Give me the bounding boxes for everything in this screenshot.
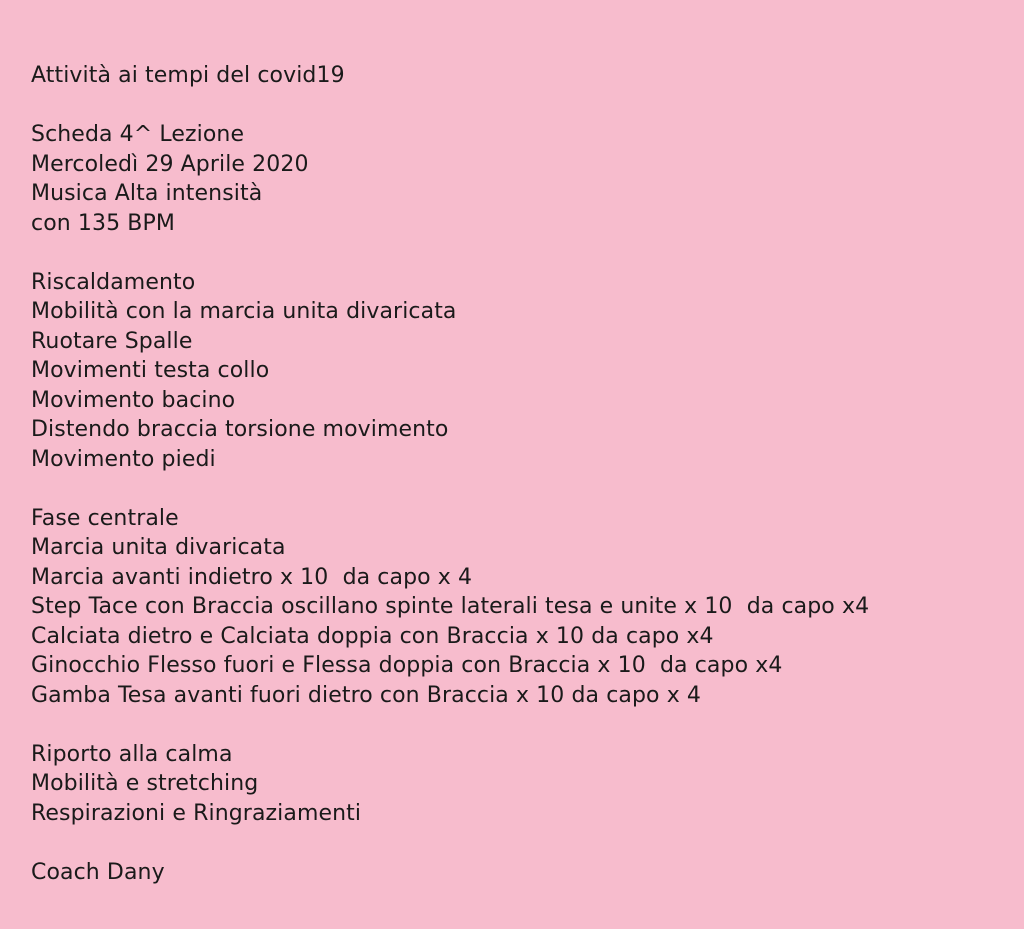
music-intensity: Musica Alta intensità bbox=[31, 181, 263, 206]
music-bpm: con 135 BPM bbox=[31, 210, 175, 236]
list-item: Movimento bacino bbox=[31, 387, 236, 413]
signature-section bbox=[31, 858, 1024, 888]
list-item: Gamba Tesa avanti fuori dietro con Braccia x 10 da capo x 4 bbox=[31, 682, 702, 708]
cooldown-section bbox=[31, 740, 1024, 829]
list-item: Marcia unita divaricata bbox=[31, 535, 286, 560]
warmup-section bbox=[31, 268, 1024, 475]
list-item: Respirazioni e Ringraziamenti bbox=[31, 800, 362, 826]
lesson-date: Mercoledì 29 Aprile 2020 bbox=[31, 151, 309, 177]
signature: Coach Dany bbox=[31, 859, 165, 885]
list-item: Movimento piedi bbox=[31, 446, 216, 472]
central-section bbox=[31, 504, 1024, 711]
list-item: Mobilità e stretching bbox=[31, 771, 259, 796]
list-item: Movimenti testa collo bbox=[31, 358, 270, 383]
title-section bbox=[31, 61, 1024, 91]
list-item: Marcia avanti indietro x 10 da capo x 4 bbox=[31, 564, 473, 590]
list-item: Ruotare Spalle bbox=[31, 328, 193, 354]
warmup-heading: Riscaldamento bbox=[31, 269, 196, 295]
cooldown-heading: Riporto alla calma bbox=[31, 741, 233, 767]
sheet-title: Attività ai tempi del covid19 bbox=[31, 63, 345, 88]
list-item: Distendo braccia torsione movimento bbox=[31, 417, 449, 442]
list-item: Calciata dietro e Calciata doppia con Braccia x 10 da capo x4 bbox=[31, 623, 714, 649]
lesson-number: Scheda 4^ Lezione bbox=[31, 122, 245, 147]
intro-section bbox=[31, 120, 1024, 238]
list-item: Ginocchio Flesso fuori e Flessa doppia con Braccia x 10 da capo x4 bbox=[31, 653, 783, 678]
list-item: Step Tace con Braccia oscillano spinte laterali tesa e unite x 10 da capo x4 bbox=[31, 594, 870, 619]
list-item: Mobilità con la marcia unita divaricata bbox=[31, 299, 457, 324]
central-heading: Fase centrale bbox=[31, 505, 179, 531]
